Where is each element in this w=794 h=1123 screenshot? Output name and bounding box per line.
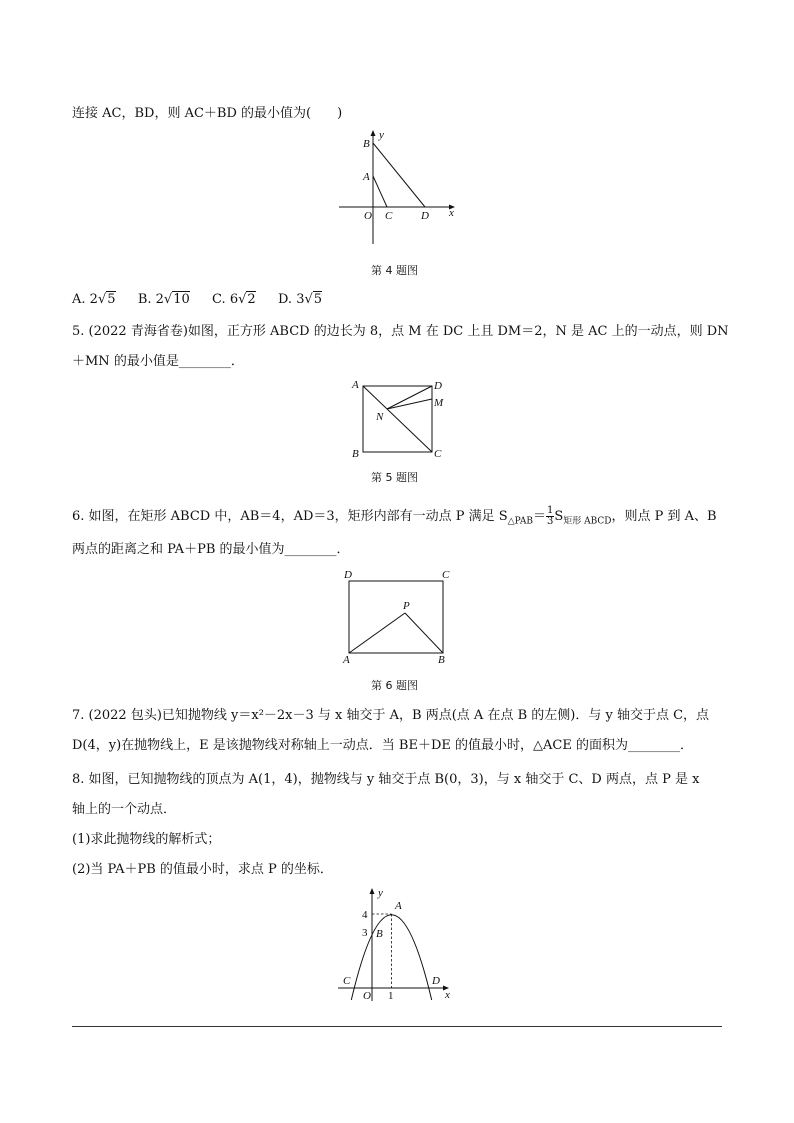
sqrt-icon: √ bbox=[163, 292, 173, 307]
q8-label-4: 4 bbox=[362, 909, 368, 921]
q8-part1: (1)求此抛物线的解析式； bbox=[72, 832, 221, 847]
q8-figure bbox=[334, 884, 458, 1004]
q8-label-D: D bbox=[432, 975, 440, 987]
q6-label-P: P bbox=[403, 600, 410, 612]
q4-label-y: y bbox=[379, 129, 384, 141]
q8-part2: (2)当 PA＋PB 的值最小时，求点 P 的坐标． bbox=[72, 862, 333, 877]
one-third-fraction: $\frac{1}{3}$ bbox=[546, 505, 554, 527]
q6-label-B: B bbox=[438, 654, 445, 666]
q6-label-C: C bbox=[442, 569, 450, 581]
q5-figure bbox=[345, 376, 449, 460]
q4-label-A: A bbox=[363, 171, 370, 183]
q5-line2: ＋MN 的最小值是________． bbox=[72, 354, 244, 369]
q8-label-3: 3 bbox=[362, 927, 368, 939]
q4-label-D: D bbox=[421, 210, 429, 222]
sqrt-icon: √ bbox=[238, 292, 247, 307]
sqrt-icon: √ bbox=[97, 292, 107, 307]
q5-label-A: A bbox=[352, 379, 359, 391]
q6-line1: 6. 如图，在矩形 ABCD 中，AB＝4，AD＝3，矩形内部有一动点 P 满足 $S_{\triangle PAB}=$ $\frac{1}{3}$ $S_{矩形 ABCD}$，则点 P 到 A、B bbox=[72, 505, 717, 527]
q8-label-y: y bbox=[378, 887, 383, 899]
q6-line2: 两点的距离之和 PA＋PB 的最小值为________． bbox=[72, 542, 350, 557]
q5-caption: 第 5 题图 bbox=[371, 471, 418, 484]
q8-label-C: C bbox=[343, 975, 351, 987]
q8-label-A: A bbox=[395, 900, 402, 912]
q5-label-N: N bbox=[376, 411, 384, 423]
q6-label-A: A bbox=[343, 654, 350, 666]
q4-option-a[interactable]: A. 2√5 bbox=[72, 292, 116, 307]
q5-label-B: B bbox=[352, 448, 359, 460]
q8-line1: 8. 如图，已知抛物线的顶点为 A(1，4)，抛物线与 y 轴交于点 B(0，3)，与 x 轴交于 C、D 两点，点 P 是 x bbox=[72, 772, 700, 787]
q8-label-B: B bbox=[376, 928, 383, 940]
q8-line2: 轴上的一个动点． bbox=[72, 802, 177, 817]
q7-line2: D(4，y)在抛物线上，E 是该抛物线对称轴上一动点．当 BE＋DE 的值最小时，△ACE 的面积为________． bbox=[72, 738, 693, 753]
q8-label-1: 1 bbox=[388, 990, 394, 1002]
q6-label-D: D bbox=[344, 569, 352, 581]
q5-line1: 5. (2022 青海省卷)如图，正方形 ABCD 的边长为 8，点 M 在 DC 上且 DM＝2，N 是 AC 上的一动点，则 DN bbox=[72, 324, 729, 339]
q8-label-O: O bbox=[363, 990, 371, 1002]
q4-option-d[interactable]: D. 3√5 bbox=[277, 292, 323, 307]
q4-label-B: B bbox=[363, 138, 370, 150]
q5-label-C: C bbox=[434, 448, 442, 460]
q4-label-x: x bbox=[449, 207, 454, 219]
q5-label-D: D bbox=[434, 380, 442, 392]
q8-label-x: x bbox=[445, 989, 450, 1001]
q4-options bbox=[72, 290, 722, 310]
q4-caption: 第 4 题图 bbox=[371, 264, 418, 277]
q4-option-b[interactable]: B. 2√10 bbox=[137, 292, 190, 307]
q6-figure bbox=[338, 566, 458, 666]
q4-option-c[interactable]: C. 6√2 bbox=[212, 292, 256, 307]
q6-caption: 第 6 题图 bbox=[371, 679, 418, 692]
q4-figure bbox=[335, 126, 465, 250]
footer-rule bbox=[72, 1026, 722, 1027]
q4-label-O: O bbox=[364, 210, 372, 222]
q7-line1: 7. (2022 包头)已知抛物线 y＝x²－2x－3 与 x 轴交于 A，B 两点(点 A 在点 B 的左侧)．与 y 轴交于点 C，点 bbox=[72, 708, 710, 723]
sqrt-icon: √ bbox=[304, 292, 313, 307]
q5-label-M: M bbox=[434, 397, 444, 409]
q4-label-C: C bbox=[385, 210, 393, 222]
q4-stem: 连接 AC，BD，则 AC＋BD 的最小值为( ) bbox=[72, 106, 343, 121]
